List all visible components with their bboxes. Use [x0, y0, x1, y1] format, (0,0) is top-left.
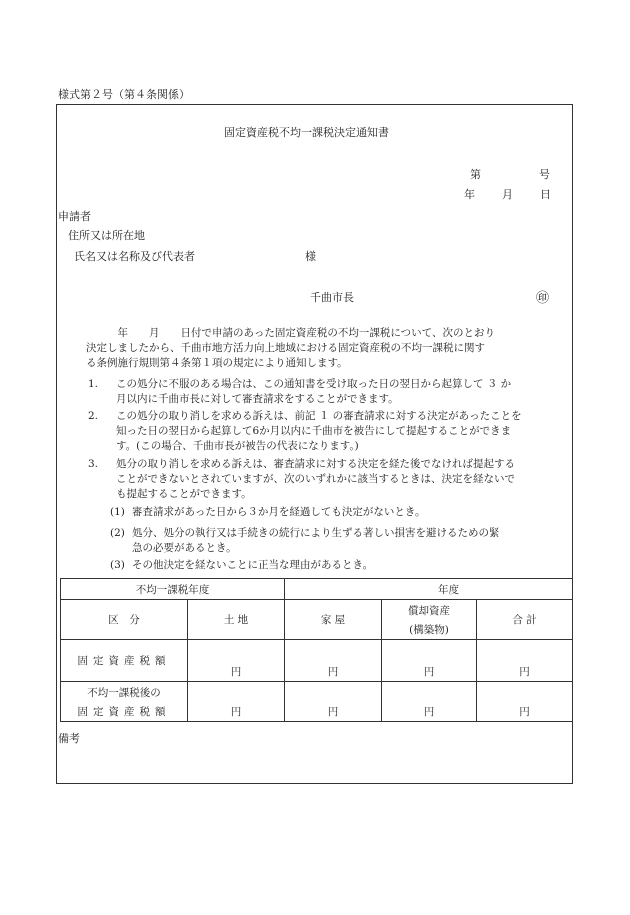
- year-value-cell: 年度: [285, 579, 573, 600]
- form-label: 様式第２号（第４条関係）: [58, 88, 190, 101]
- item-number: 3.: [88, 458, 99, 470]
- header-land: 土 地: [188, 600, 285, 640]
- sub-item-text: [132, 558, 572, 573]
- year-label-cell: 不均一課税年度: [61, 579, 285, 600]
- table-row: [61, 682, 573, 722]
- item-line: 知った日の翌日から起算して6か月以内に千曲市を被告にして提起することができま: [116, 425, 512, 437]
- row-label-after-line2: 固定資産税額: [77, 705, 171, 718]
- table-header-row: [61, 600, 573, 640]
- body-line: 年 月 日付で申請のあった固定資産税の不均一課税について、次のとおり: [86, 327, 495, 339]
- sub-item-number: (2): [110, 527, 125, 539]
- header-depreciable-line1: 償却資産: [408, 604, 450, 617]
- value-cell-land: 円: [188, 640, 285, 682]
- document-title: 固定資産税不均一課税決定通知書: [224, 126, 389, 139]
- seal-mark: ㊞: [536, 291, 550, 306]
- item-line: も提起することができます。: [116, 488, 252, 500]
- item-line: 月以内に千曲市長に対して審査請求をすることができます。: [116, 393, 399, 405]
- sub-item-text: [132, 505, 572, 520]
- value-cell-depreciable: 円: [382, 682, 477, 722]
- header-depreciable: [382, 600, 477, 640]
- body-text: [86, 326, 556, 371]
- body-line: る条例施行規則第４条第１項の規定により通知します。: [86, 357, 348, 369]
- remarks-label: 備考: [58, 732, 80, 745]
- header-house: 家 屋: [285, 600, 382, 640]
- value-cell-total: 円: [477, 682, 573, 722]
- value-cell-total: 円: [477, 640, 573, 682]
- row-label-after: [61, 682, 188, 722]
- row-label-after-line1: 不均一課税後の: [87, 686, 161, 699]
- value-cell-house: 円: [285, 682, 382, 722]
- row-label-tax: 固定資産税額: [61, 640, 188, 682]
- tax-table: [60, 578, 573, 722]
- value-cell-depreciable: 円: [382, 640, 477, 682]
- issuer-name: 千曲市長: [310, 291, 354, 304]
- header-total: 合 計: [477, 600, 573, 640]
- sub-item-number: (3): [110, 559, 125, 571]
- table-row: [61, 640, 573, 682]
- item-text: [116, 377, 556, 407]
- header-kubun: 区 分: [61, 600, 188, 640]
- body-line: 決定しましたから、千曲市地方活力向上地域における固定資産税の不均一課税に関す: [86, 342, 485, 354]
- item-line: ことができないとされていますが、次のいずれかに該当するときは、決定を経ないで: [116, 473, 515, 485]
- sub-item-number: (1): [110, 506, 125, 518]
- date-day: 日: [540, 188, 551, 201]
- name-label: 氏名又は名称及び代表者: [74, 250, 195, 263]
- sub-item-text: [132, 526, 572, 556]
- ref-dai: 第: [470, 168, 481, 181]
- applicant-heading: 申請者: [58, 210, 91, 223]
- date-month: 月: [502, 188, 513, 201]
- sub-item-line: 審査請求があった日から３か月を経過しても決定がないとき。: [132, 506, 426, 518]
- value-cell-house: 円: [285, 640, 382, 682]
- item-text: [116, 457, 556, 502]
- item-line: この処分に不服のある場合は、この通知書を受け取った日の翌日から起算して ３ か: [116, 378, 512, 390]
- item-line: この処分の取り消しを求める訴えは、前記 １ の審査請求に対する決定があったことを: [116, 410, 522, 422]
- sub-item-line: 処分、処分の執行又は手続きの続行により生ずる著しい損害を避けるための緊: [132, 527, 500, 539]
- item-text: [116, 409, 556, 454]
- header-depreciable-line2: (構築物): [409, 623, 449, 636]
- item-line: 処分の取り消しを求める訴えは、審査請求に対する決定を経た後でなければ提起する: [116, 458, 515, 470]
- table-year-row: [61, 579, 573, 600]
- value-cell-land: 円: [188, 682, 285, 722]
- item-line: す。(この場合、千曲市長が被告の代表になります。): [116, 440, 359, 452]
- item-number: 2.: [88, 410, 99, 422]
- date-year: 年: [464, 188, 475, 201]
- sub-item-line: その他決定を経ないことに正当な理由があるとき。: [132, 559, 374, 571]
- honorific: 様: [305, 250, 316, 263]
- ref-go: 号: [539, 168, 550, 181]
- address-label: 住所又は所在地: [68, 229, 145, 242]
- item-number: 1.: [88, 378, 99, 390]
- sub-item-line: 急の必要があるとき。: [132, 542, 237, 554]
